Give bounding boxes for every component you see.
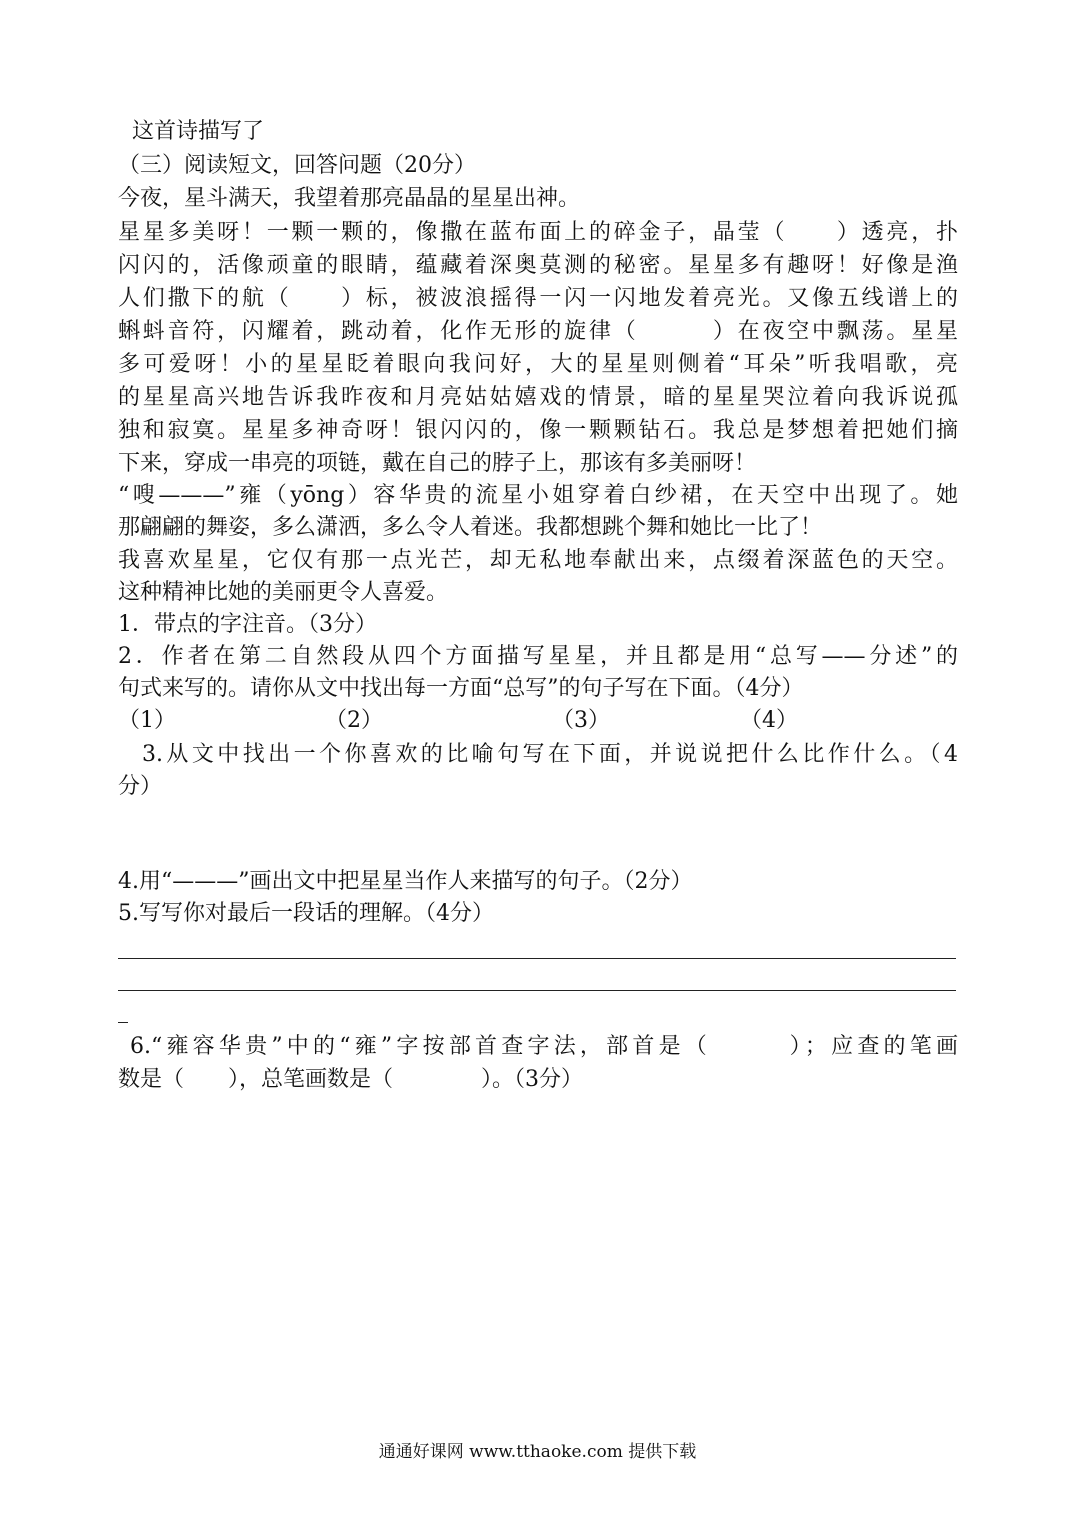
question-6-line-1: 6.“雍容华贵”中的“雍”字按部首查字法，部首是（ ）；应查的笔画 (130, 1034, 958, 1059)
section-heading: （三）阅读短文，回答问题（20分） (118, 153, 476, 178)
question-5: 5.写写你对最后一段话的理解。（4分） (118, 901, 494, 926)
passage-line: 多可爱呀！小的星星眨着眼向我问好，大的星星则侧着“耳朵”听我唱歌，亮 (118, 352, 958, 377)
answer-line (118, 990, 956, 991)
answer-line (118, 958, 956, 959)
answer-blank-3: （3） (552, 708, 610, 733)
passage-line: 下来，穿成一串亮的项链，戴在自己的脖子上，那该有多美丽呀！ (118, 451, 757, 476)
passage-line: 那翩翩的舞姿，多么潇洒，多么令人着迷。我都想跳个舞和她比一比了！ (118, 515, 823, 540)
passage-line: 的星星高兴地告诉我昨夜和月亮姑姑嬉戏的情景，暗的星星哭泣着向我诉说孤 (118, 385, 958, 410)
question-2-line-2: 句式来写的。请你从文中找出每一方面“总写”的句子写在下面。（4分） (118, 676, 804, 701)
question-3-line-1: 3.从文中找出一个你喜欢的比喻句写在下面，并说说把什么比作什么。（4 (142, 742, 958, 767)
passage-line: 蝌蚪音符，闪耀着，跳动着，化作无形的旋律（ ）在夜空中飘荡。星星 (118, 319, 958, 344)
passage-line: 人们撒下的航（ ）标，被波浪摇得一闪一闪地发着亮光。又像五线谱上的 (118, 286, 958, 311)
passage-paragraph-1: 今夜，星斗满天，我望着那亮晶晶的星星出神。 (118, 186, 581, 211)
passage-line: 星星多美呀！一颗一颗的，像撒在蓝布面上的碎金子，晶莹（ ）透亮，扑 (118, 220, 958, 245)
passage-line: 独和寂寞。星星多神奇呀！银闪闪的，像一颗颗钻石。我总是梦想着把她们摘 (118, 418, 958, 443)
question-2-line-1: 2．作者在第二自然段从四个方面描写星星，并且都是用“总写——分述”的 (118, 644, 958, 669)
passage-line: “嗖———”雍（yōng）容华贵的流星小姐穿着白纱裙，在天空中出现了。她 (118, 483, 958, 508)
passage-line: 闪闪的，活像顽童的眼睛，蕴藏着深奥莫测的秘密。星星多有趣呀！好像是渔 (118, 253, 958, 278)
answer-blank-2: （2） (325, 708, 383, 733)
question-4: 4.用“———”画出文中把星星当作人来描写的句子。（2分） (118, 869, 693, 894)
passage-line: 我喜欢星星，它仅有那一点光芒，却无私地奉献出来，点缀着深蓝色的天空。 (118, 548, 958, 573)
answer-blank-4: （4） (740, 708, 798, 733)
question-6-line-2: 数是（ ），总笔画数是（ ）。（3分） (118, 1067, 583, 1092)
passage-line: 这种精神比她的美丽更令人喜爱。 (118, 580, 449, 605)
question-1: 1．带点的字注音。（3分） (118, 612, 377, 637)
answer-line-end (118, 1022, 128, 1023)
poem-summary-line: 这首诗描写了 (132, 119, 265, 144)
question-3-line-2: 分） (118, 774, 163, 799)
page-footer: 通通好课网 www.tthaoke.com 提供下载 (378, 1442, 697, 1462)
answer-blank-1: （1） (118, 708, 176, 733)
